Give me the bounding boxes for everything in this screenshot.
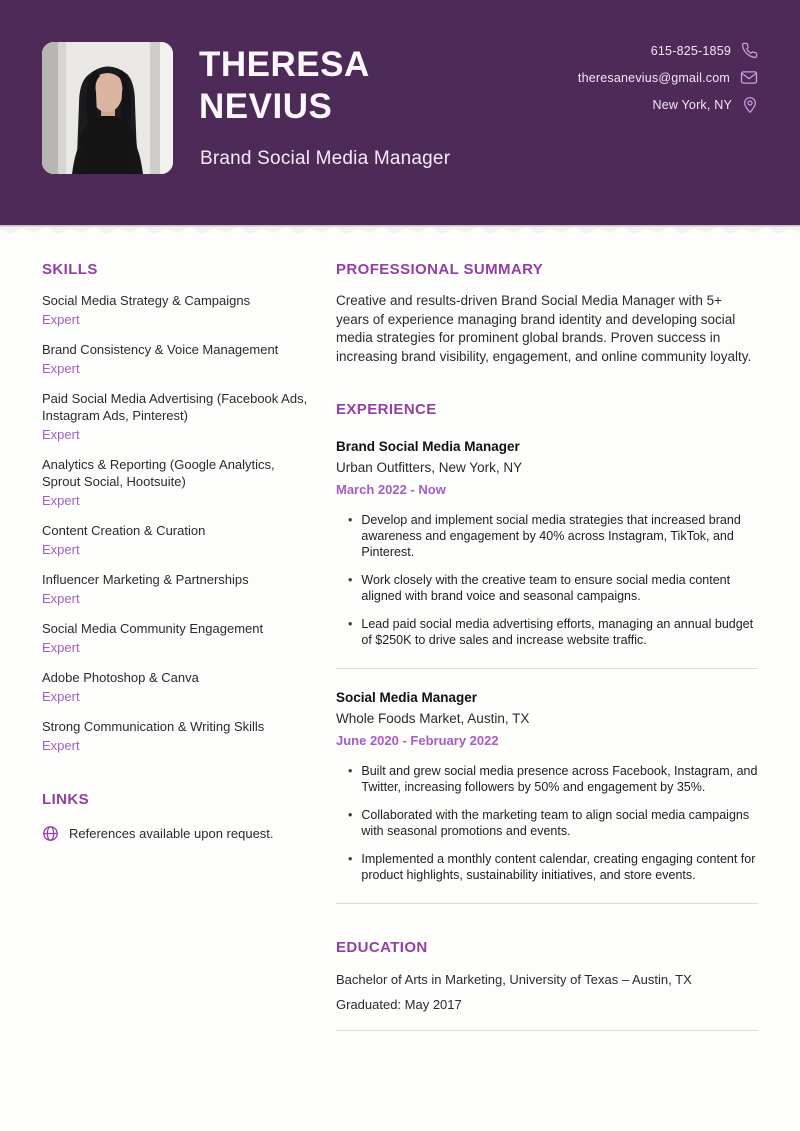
skill-name: Strong Communication & Writing Skills <box>42 719 265 734</box>
experience-entry <box>336 690 758 883</box>
contact-phone-row <box>651 42 758 59</box>
bullet-dot: • <box>348 764 353 778</box>
skill-item <box>42 718 310 753</box>
skill-level: Expert <box>42 493 80 508</box>
sidebar-column <box>42 261 310 842</box>
bullet-text: Work closely with the creative team to ensure social media content aligned with brand voice and seasonal campaigns. <box>361 573 731 603</box>
skill-name: Content Creation & Curation <box>42 523 206 538</box>
profile-photo-image <box>42 42 173 174</box>
skill-item <box>42 522 310 557</box>
candidate-name-line1: THERESA <box>199 45 370 84</box>
job-bullet <box>336 572 758 604</box>
location-text: New York, NY <box>652 98 732 112</box>
job-bullet <box>336 763 758 795</box>
skill-level: Expert <box>42 427 80 442</box>
link-item <box>42 825 310 842</box>
skill-name: Brand Consistency & Voice Management <box>42 342 279 357</box>
skill-item <box>42 456 310 508</box>
job-title: Brand Social Media Manager <box>336 439 520 454</box>
skill-level: Expert <box>42 738 80 753</box>
skill-level: Expert <box>42 640 80 655</box>
skill-level: Expert <box>42 361 80 376</box>
bullet-text: Lead paid social media advertising efforts, managing an annual budget of $250K to drive sales and increase website traffic. <box>361 617 754 647</box>
contact-email-row <box>578 70 758 85</box>
content-column <box>336 261 758 1031</box>
job-company: Whole Foods Market, Austin, TX <box>336 711 530 726</box>
bullet-dot: • <box>348 808 353 822</box>
skill-name: Influencer Marketing & Partnerships <box>42 572 249 587</box>
email-icon <box>740 70 758 85</box>
globe-icon <box>42 825 59 842</box>
resume-body <box>0 237 800 1031</box>
skill-item <box>42 341 310 376</box>
bullet-dot: • <box>348 513 353 527</box>
location-pin-icon <box>742 96 758 114</box>
job-bullet <box>336 807 758 839</box>
bullet-text: Implemented a monthly content calendar, creating engaging content for product highlights, sustainability initiatives, and store events. <box>361 852 756 882</box>
skill-name: Analytics & Reporting (Google Analytics, Sprout Social, Hootsuite) <box>42 457 275 489</box>
section-divider <box>336 1030 758 1031</box>
education-graduated: Graduated: May 2017 <box>336 997 462 1012</box>
skill-level: Expert <box>42 689 80 704</box>
skill-item <box>42 390 310 442</box>
summary-text: Creative and results-driven Brand Social Media Manager with 5+ years of experience managing brand identity and developing social media strategies for prominent global brands. Proven success in increasing brand visibility, engagement, and online community loyalty. <box>336 293 752 364</box>
job-dates: June 2020 - February 2022 <box>336 733 499 748</box>
job-bullet <box>336 512 758 560</box>
skill-item <box>42 292 310 327</box>
experience-entry <box>336 439 758 648</box>
summary-section-title: PROFESSIONAL SUMMARY <box>336 261 544 278</box>
bullet-dot: • <box>348 852 353 866</box>
candidate-name-line2: NEVIUS <box>199 87 333 126</box>
job-bullet-list <box>336 512 758 648</box>
education-section-title: EDUCATION <box>336 939 428 956</box>
experience-section-title: EXPERIENCE <box>336 401 437 418</box>
email-address: theresanevius@gmail.com <box>577 70 730 85</box>
contact-block <box>578 42 758 114</box>
job-bullet <box>336 851 758 883</box>
skill-name: Paid Social Media Advertising (Facebook Ads, Instagram Ads, Pinterest) <box>42 391 308 423</box>
skill-item <box>42 571 310 606</box>
skill-name: Social Media Strategy & Campaigns <box>42 293 251 308</box>
job-title: Social Media Manager <box>336 690 478 705</box>
skill-name: Adobe Photoshop & Canva <box>42 670 199 685</box>
bullet-text: Built and grew social media presence across Facebook, Instagram, and Twitter, increasing followers by 50% and engagement by 35%. <box>361 764 758 794</box>
job-dates: March 2022 - Now <box>336 482 446 497</box>
bullet-dot: • <box>348 617 353 631</box>
skill-name: Social Media Community Engagement <box>42 621 264 636</box>
skill-item <box>42 669 310 704</box>
bullet-text: Collaborated with the marketing team to align social media campaigns with seasonal promotions and events. <box>361 808 750 838</box>
skill-level: Expert <box>42 542 80 557</box>
profile-photo <box>42 42 173 174</box>
link-label: References available upon request. <box>69 826 274 841</box>
section-divider <box>336 903 758 904</box>
skill-level: Expert <box>42 312 80 327</box>
torn-edge-decoration <box>0 225 800 237</box>
candidate-job-title: Brand Social Media Manager <box>200 148 451 169</box>
job-bullet-list <box>336 763 758 883</box>
skills-section-title: SKILLS <box>42 261 98 278</box>
section-divider <box>336 668 758 669</box>
contact-location-row <box>652 96 758 114</box>
phone-number: 615-825-1859 <box>650 43 731 58</box>
job-company: Urban Outfitters, New York, NY <box>336 460 523 475</box>
bullet-text: Develop and implement social media strategies that increased brand awareness and engagement by 40% across Instagram, TikTok, and Pinterest. <box>361 513 741 559</box>
bullet-dot: • <box>348 573 353 587</box>
phone-icon <box>741 42 758 59</box>
resume-header <box>0 0 800 225</box>
skill-item <box>42 620 310 655</box>
candidate-name <box>199 44 370 128</box>
job-bullet <box>336 616 758 648</box>
links-section-title: LINKS <box>42 791 89 808</box>
education-degree: Bachelor of Arts in Marketing, University of Texas – Austin, TX <box>336 972 692 987</box>
skill-level: Expert <box>42 591 80 606</box>
